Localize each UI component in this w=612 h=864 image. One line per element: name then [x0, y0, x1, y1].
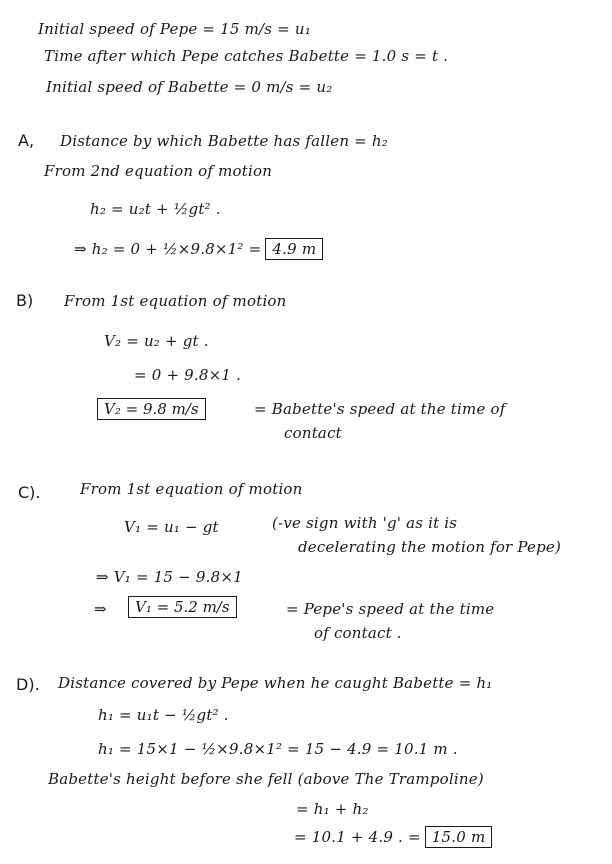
- part-c-equation-1: V₁ = u₁ − gt: [124, 518, 219, 536]
- catch-time-line: Time after which Pepe catches Babette = 1.0 s = t .: [44, 47, 449, 65]
- part-b-method-line: From 1st equation of motion: [64, 292, 287, 310]
- part-d-height-line: Babette's height before she fell (above The Trampoline): [48, 770, 484, 788]
- part-d-equation-4-text: = 10.1 + 4.9 . =: [294, 828, 421, 846]
- part-b-equation-1: V₂ = u₂ + gt .: [104, 332, 209, 350]
- part-a-answer-box: 4.9 m: [265, 238, 323, 260]
- part-b-note-line-1: = Babette's speed at the time of: [254, 400, 506, 418]
- part-c-label: C).: [18, 483, 41, 502]
- part-b-equation-2: = 0 + 9.8×1 .: [134, 366, 242, 384]
- initial-speed-babette-line: Initial speed of Babette = 0 m/s = u₂: [46, 78, 333, 96]
- part-b-label: B): [16, 291, 34, 310]
- part-a-equation-1: h₂ = u₂t + ½gt² .: [90, 200, 221, 218]
- part-d-equation-2: h₁ = 15×1 − ½×9.8×1² = 15 − 4.9 = 10.1 m .: [98, 740, 458, 758]
- part-a-distance-line: Distance by which Babette has fallen = h₂: [60, 132, 388, 150]
- part-a-equation-2-text: ⇒ h₂ = 0 + ½×9.8×1² =: [74, 240, 262, 258]
- part-c-arrow: ⇒: [94, 600, 107, 618]
- part-d-equation-3: = h₁ + h₂: [296, 800, 369, 818]
- part-c-answer-box: V₁ = 5.2 m/s: [128, 596, 237, 618]
- part-d-label: D).: [16, 675, 40, 694]
- part-a-label: A,: [18, 131, 35, 150]
- part-d-answer-box: 15.0 m: [425, 826, 493, 848]
- part-c-note-line-1: (-ve sign with 'g' as it is: [272, 514, 458, 532]
- part-c-equation-2: ⇒ V₁ = 15 − 9.8×1: [96, 568, 243, 586]
- part-a-equation-2: [74, 238, 323, 260]
- part-a-method-line: From 2nd equation of motion: [44, 162, 273, 180]
- part-d-equation-4: [294, 826, 492, 848]
- part-d-equation-1: h₁ = u₁t − ½gt² .: [98, 706, 229, 724]
- part-b-note-line-2: contact: [284, 424, 342, 442]
- initial-speed-pepe-line: Initial speed of Pepe = 15 m/s = u₁: [38, 20, 311, 38]
- part-c-note-line-3: = Pepe's speed at the time: [286, 600, 495, 618]
- part-c-method-line: From 1st equation of motion: [80, 480, 303, 498]
- part-c-note-line-4: of contact .: [314, 624, 402, 642]
- part-b-answer-box: V₂ = 9.8 m/s: [97, 398, 206, 420]
- part-d-distance-line: Distance covered by Pepe when he caught Babette = h₁: [58, 674, 493, 692]
- part-c-note-line-2: decelerating the motion for Pepe): [298, 538, 562, 556]
